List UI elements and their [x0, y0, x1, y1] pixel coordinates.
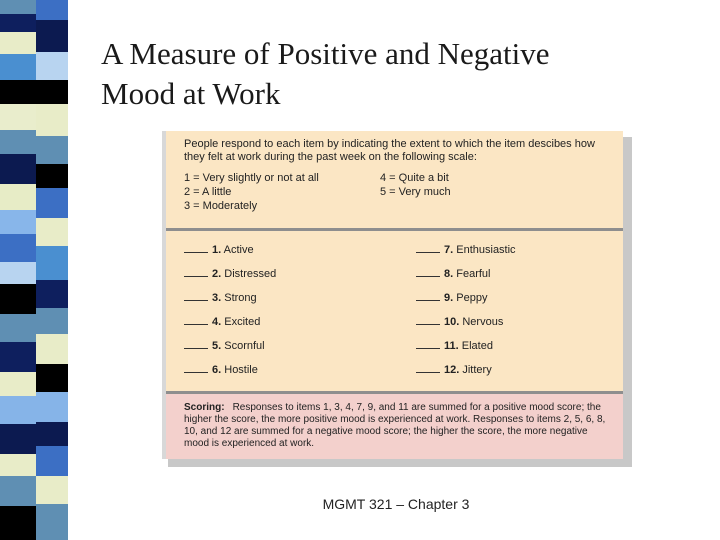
answer-blank[interactable]: [416, 372, 440, 373]
item-label: Hostile: [224, 364, 258, 376]
answer-blank[interactable]: [184, 348, 208, 349]
scoring-text: Responses to items 1, 3, 4, 7, 9, and 11 are summed for a positive mood score; the higher the score, the more positive mood is experienced at work. Responses to items 2, 5, 6, 8, 10, and 12 are summed for a negative mood score; the higher the score, the more negative mood is experienced at work.: [184, 402, 606, 449]
item-label: Enthusiastic: [456, 244, 516, 256]
mood-item: [184, 292, 257, 304]
slide-title-line-2: Mood at Work: [101, 76, 281, 111]
item-number: 6.: [212, 364, 222, 376]
items-panel: [166, 231, 623, 391]
instructions-panel: [166, 131, 623, 228]
item-number: 4.: [212, 316, 222, 328]
item-number: 10.: [444, 316, 460, 328]
scale-entry: 1 = Very slightly or not at all: [184, 172, 319, 184]
answer-blank[interactable]: [416, 324, 440, 325]
answer-blank[interactable]: [184, 300, 208, 301]
answer-blank[interactable]: [416, 276, 440, 277]
mood-item: [416, 316, 503, 328]
answer-blank[interactable]: [184, 324, 208, 325]
mood-item: [184, 340, 265, 352]
mood-item: [184, 364, 258, 376]
item-label: Active: [223, 244, 254, 256]
instructions-text: People respond to each item by indicating the extent to which the item descibes how they felt at work during the past week on the following scale:: [184, 138, 595, 163]
answer-blank[interactable]: [416, 300, 440, 301]
item-number: 9.: [444, 292, 454, 304]
item-number: 5.: [212, 340, 222, 352]
mood-item: [184, 244, 254, 256]
item-number: 2.: [212, 268, 222, 280]
mood-item: [184, 268, 276, 280]
item-number: 3.: [212, 292, 222, 304]
item-label: Fearful: [456, 268, 491, 280]
scale-entry: 3 = Moderately: [184, 200, 258, 212]
item-number: 1.: [212, 244, 222, 256]
answer-blank[interactable]: [416, 252, 440, 253]
decorative-stripe-bar: [0, 0, 68, 540]
slide-title: [101, 34, 701, 114]
answer-blank[interactable]: [184, 276, 208, 277]
slide-title-line-1: A Measure of Positive and Negative: [101, 36, 550, 71]
answer-blank[interactable]: [416, 348, 440, 349]
item-label: Elated: [461, 340, 493, 352]
scoring-label: Scoring:: [184, 402, 225, 413]
scoring-panel: [166, 394, 623, 459]
item-number: 12.: [444, 364, 460, 376]
mood-item: [416, 268, 491, 280]
scale-entry: 4 = Quite a bit: [380, 172, 449, 184]
item-label: Excited: [224, 316, 261, 328]
mood-item: [416, 364, 492, 376]
item-number: 8.: [444, 268, 454, 280]
item-label: Nervous: [462, 316, 504, 328]
scale-entry: 5 = Very much: [380, 186, 451, 198]
item-label: Scornful: [224, 340, 265, 352]
answer-blank[interactable]: [184, 252, 208, 253]
item-label: Peppy: [456, 292, 488, 304]
scale-entry: 2 = A little: [184, 186, 232, 198]
mood-item: [416, 340, 493, 352]
rating-scale: [184, 172, 613, 213]
item-number: 7.: [444, 244, 454, 256]
slide-footer: MGMT 321 – Chapter 3: [322, 496, 470, 512]
answer-blank[interactable]: [184, 372, 208, 373]
item-label: Distressed: [224, 268, 277, 280]
mood-item: [416, 292, 487, 304]
mood-scale-figure: [162, 131, 623, 459]
item-label: Jittery: [462, 364, 492, 376]
mood-item: [416, 244, 516, 256]
item-number: 11.: [444, 340, 459, 352]
item-label: Strong: [224, 292, 257, 304]
mood-item: [184, 316, 260, 328]
